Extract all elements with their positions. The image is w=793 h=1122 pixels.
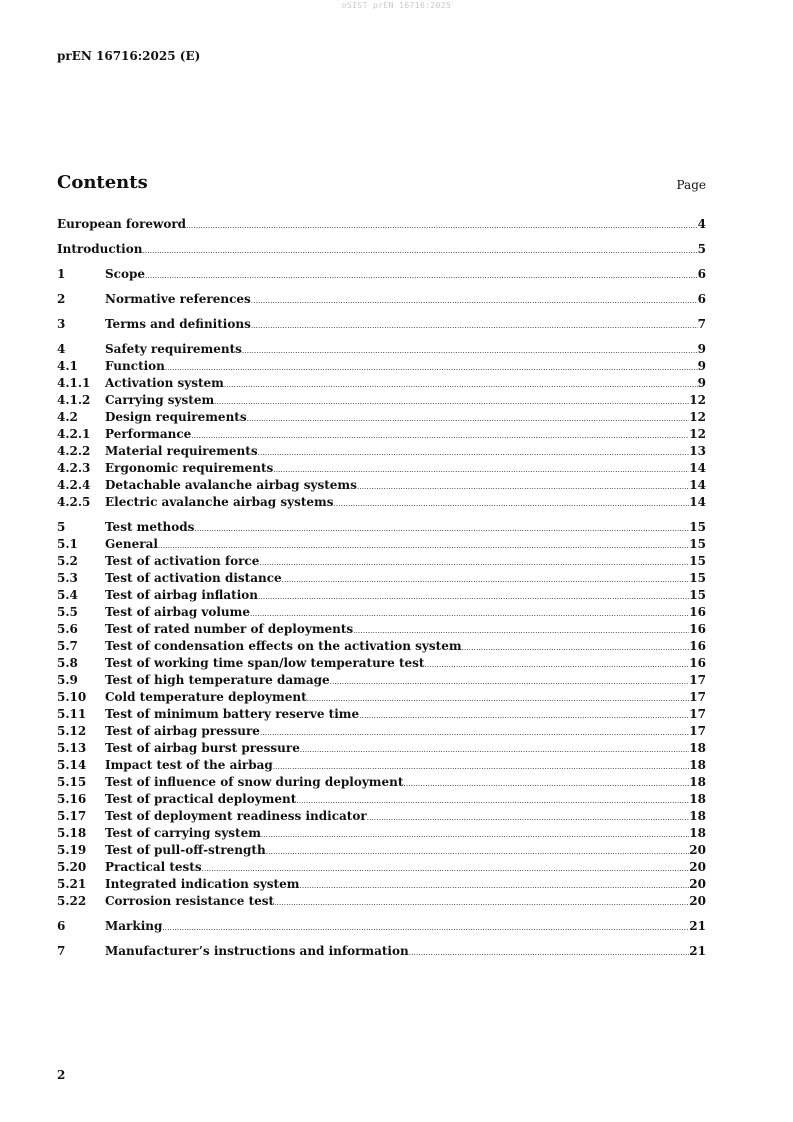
- toc-entry-title: Test methods: [105, 520, 195, 534]
- toc-entry[interactable]: [57, 621, 706, 638]
- toc-entry-title: Test of condensation effects on the activation system: [105, 639, 462, 653]
- toc-entry-page: 12: [689, 427, 706, 441]
- toc-dot-leader: [251, 293, 698, 310]
- toc-entry-number: 5.12: [57, 724, 87, 738]
- toc-entry-number: 5.3: [57, 571, 78, 585]
- toc-entry-title: Test of working time span/low temperature test: [105, 656, 425, 670]
- toc-entry-page: 14: [689, 461, 706, 475]
- toc-entry-number: 5.8: [57, 656, 78, 670]
- toc-entry-title: Function: [105, 359, 165, 373]
- toc-entry-title: Test of minimum battery reserve time: [105, 707, 360, 721]
- toc-entry-page: 20: [689, 877, 706, 891]
- toc-entry-page: 18: [689, 741, 706, 755]
- toc-entry-title: Integrated indication system: [105, 877, 300, 891]
- toc-dot-leader: [260, 725, 689, 742]
- toc-entry-page: 14: [689, 478, 706, 492]
- toc-dot-leader: [359, 708, 689, 725]
- toc-entry-number: 4.2.4: [57, 478, 91, 492]
- toc-entry[interactable]: [57, 842, 706, 859]
- toc-entry[interactable]: [57, 918, 706, 935]
- toc-entry[interactable]: [57, 494, 706, 511]
- toc-dot-leader: [367, 810, 690, 827]
- toc-entry[interactable]: [57, 655, 706, 672]
- toc-entry-page: 16: [689, 605, 706, 619]
- toc-entry-title: Test of airbag burst pressure: [105, 741, 300, 755]
- toc-entry-title: Test of airbag volume: [105, 605, 250, 619]
- toc-entry-number: 5.1: [57, 537, 78, 551]
- toc-entry-page: 17: [689, 690, 706, 704]
- toc-entry-page: 15: [689, 554, 706, 568]
- toc-entry-title: Detachable avalanche airbag systems: [105, 478, 357, 492]
- toc-entry-number: 5.7: [57, 639, 78, 653]
- toc-entry-page: 4: [697, 217, 706, 231]
- toc-entry[interactable]: [57, 460, 706, 477]
- toc-entry-number: 4.1.1: [57, 376, 91, 390]
- toc-entry-number: 4.2.5: [57, 495, 91, 509]
- toc-entry[interactable]: [57, 943, 706, 960]
- toc-entry-title: Test of influence of snow during deployment: [105, 775, 404, 789]
- toc-entry-page: 5: [697, 242, 706, 256]
- toc-entry[interactable]: [57, 604, 706, 621]
- toc-entry[interactable]: [57, 808, 706, 825]
- toc-entry-number: 5.5: [57, 605, 78, 619]
- toc-entry-page: 17: [689, 707, 706, 721]
- toc-entry-number: 5.14: [57, 758, 87, 772]
- toc-dot-leader: [330, 674, 690, 691]
- toc-entry-title: General: [105, 537, 158, 551]
- toc-entry-page: 16: [689, 622, 706, 636]
- toc-entry-number: 5.9: [57, 673, 78, 687]
- toc-entry-number: 5.13: [57, 741, 87, 755]
- toc-entry-title: Introduction: [57, 242, 143, 256]
- toc-entry-title: Terms and definitions: [105, 317, 251, 331]
- toc-dot-leader: [259, 555, 689, 572]
- toc-entry[interactable]: [57, 426, 706, 443]
- toc-entry-number: 4.2.1: [57, 427, 91, 441]
- toc-entry-title: Carrying system: [105, 393, 215, 407]
- toc-dot-leader: [251, 318, 698, 335]
- toc-entry-title: Test of activation distance: [105, 571, 282, 585]
- toc-entry[interactable]: [57, 570, 706, 587]
- toc-entry-title: Scope: [105, 267, 146, 281]
- toc-entry-title: Cold temperature deployment: [105, 690, 307, 704]
- toc-entry-page: 6: [697, 292, 706, 306]
- footer-page-number: 2: [57, 1068, 66, 1082]
- toc-dot-leader: [282, 572, 690, 589]
- toc-entry-title: Corrosion resistance test: [105, 894, 275, 908]
- toc-dot-leader: [258, 445, 690, 462]
- toc-entry-number: 4: [57, 342, 66, 356]
- toc-entry-number: 7: [57, 944, 66, 958]
- toc-dot-leader: [145, 268, 698, 285]
- toc-entry-number: 5.2: [57, 554, 78, 568]
- toc-entry-number: 5.4: [57, 588, 78, 602]
- toc-entry-page: 18: [689, 792, 706, 806]
- page-column-label: Page: [676, 178, 706, 192]
- toc-dot-leader: [224, 377, 698, 394]
- toc-entry-title: Electric avalanche airbag systems: [105, 495, 334, 509]
- toc-dot-leader: [261, 827, 689, 844]
- toc-entry-title: Test of deployment readiness indicator: [105, 809, 367, 823]
- toc-entry-page: 21: [689, 944, 706, 958]
- toc-entry-page: 18: [689, 775, 706, 789]
- toc-entry-number: 4.2.3: [57, 461, 91, 475]
- toc-entry[interactable]: [57, 341, 706, 358]
- toc-entry-number: 4.2: [57, 410, 78, 424]
- toc-entry-title: Marking: [105, 919, 163, 933]
- toc-entry-number: 4.2.2: [57, 444, 91, 458]
- toc-entry-title: Design requirements: [105, 410, 247, 424]
- toc-entry[interactable]: [57, 443, 706, 460]
- contents-title: Contents: [57, 172, 148, 193]
- toc-entry[interactable]: [57, 876, 706, 893]
- toc-entry-page: 15: [689, 520, 706, 534]
- toc-entry-page: 9: [697, 359, 706, 373]
- toc-entry-page: 18: [689, 826, 706, 840]
- toc-dot-leader: [191, 428, 689, 445]
- toc-entry-page: 18: [689, 809, 706, 823]
- toc-entry[interactable]: [57, 791, 706, 808]
- toc-entry-number: 4.1: [57, 359, 78, 373]
- toc-entry-title: Test of activation force: [105, 554, 260, 568]
- toc-entry[interactable]: [57, 825, 706, 842]
- toc-entry[interactable]: [57, 587, 706, 604]
- toc-entry-number: 5.18: [57, 826, 87, 840]
- toc-entry[interactable]: [57, 477, 706, 494]
- toc-dot-leader: [357, 479, 689, 496]
- toc-entry[interactable]: [57, 638, 706, 655]
- toc-entry-title: Ergonomic requirements: [105, 461, 274, 475]
- toc-entry-page: 16: [689, 639, 706, 653]
- toc-dot-leader: [258, 589, 689, 606]
- toc-dot-leader: [142, 243, 697, 260]
- toc-entry-title: Impact test of the airbag: [105, 758, 273, 772]
- toc-entry-page: 17: [689, 724, 706, 738]
- toc-entry-number: 5.16: [57, 792, 87, 806]
- toc-dot-leader: [194, 521, 689, 538]
- toc-entry-page: 16: [689, 656, 706, 670]
- toc-entry[interactable]: [57, 316, 706, 333]
- table-of-contents: [57, 216, 706, 960]
- toc-dot-leader: [165, 360, 698, 377]
- watermark: oSIST prEN 16716:2025: [341, 1, 452, 10]
- toc-entry-number: 5.20: [57, 860, 87, 874]
- toc-dot-leader: [307, 691, 690, 708]
- toc-entry-page: 20: [689, 860, 706, 874]
- toc-entry-page: 12: [689, 410, 706, 424]
- toc-entry-number: 5.10: [57, 690, 87, 704]
- toc-entry-number: 5.21: [57, 877, 87, 891]
- toc-entry-title: European foreword: [57, 217, 187, 231]
- toc-entry[interactable]: [57, 358, 706, 375]
- toc-entry-title: Practical tests: [105, 860, 202, 874]
- toc-entry-page: 17: [689, 673, 706, 687]
- toc-entry[interactable]: [57, 536, 706, 553]
- toc-entry[interactable]: [57, 409, 706, 426]
- document-id: prEN 16716:2025 (E): [57, 49, 201, 63]
- toc-entry-page: 13: [689, 444, 706, 458]
- toc-entry[interactable]: [57, 241, 706, 258]
- toc-entry-number: 5.15: [57, 775, 87, 789]
- toc-dot-leader: [403, 776, 689, 793]
- toc-entry[interactable]: [57, 519, 706, 536]
- toc-entry-number: 5.22: [57, 894, 87, 908]
- toc-entry[interactable]: [57, 266, 706, 283]
- toc-entry-title: Material requirements: [105, 444, 258, 458]
- toc-dot-leader: [274, 895, 689, 912]
- toc-entry-number: 5.19: [57, 843, 87, 857]
- toc-entry-title: Performance: [105, 427, 192, 441]
- toc-entry-title: Test of airbag pressure: [105, 724, 260, 738]
- toc-dot-leader: [266, 844, 690, 861]
- toc-entry-title: Normative references: [105, 292, 251, 306]
- toc-entry[interactable]: [57, 672, 706, 689]
- toc-entry-page: 6: [697, 267, 706, 281]
- toc-entry-number: 4.1.2: [57, 393, 91, 407]
- toc-entry-page: 20: [689, 894, 706, 908]
- toc-entry-title: Test of pull-off-strength: [105, 843, 266, 857]
- toc-entry-number: 2: [57, 292, 66, 306]
- toc-dot-leader: [186, 218, 698, 235]
- toc-entry[interactable]: [57, 723, 706, 740]
- toc-entry-number: 3: [57, 317, 66, 331]
- toc-dot-leader: [300, 742, 689, 759]
- toc-dot-leader: [409, 945, 690, 962]
- toc-entry-title: Safety requirements: [105, 342, 242, 356]
- toc-entry[interactable]: [57, 553, 706, 570]
- toc-entry[interactable]: [57, 706, 706, 723]
- toc-entry[interactable]: [57, 757, 706, 774]
- toc-entry[interactable]: [57, 740, 706, 757]
- toc-entry-number: 5: [57, 520, 66, 534]
- toc-entry-page: 15: [689, 571, 706, 585]
- toc-entry-title: Test of practical deployment: [105, 792, 297, 806]
- toc-dot-leader: [424, 657, 689, 674]
- toc-entry-page: 9: [697, 376, 706, 390]
- toc-dot-leader: [334, 496, 690, 513]
- toc-entry-number: 5.11: [57, 707, 87, 721]
- toc-entry[interactable]: [57, 291, 706, 308]
- toc-entry-page: 7: [697, 317, 706, 331]
- toc-entry[interactable]: [57, 689, 706, 706]
- toc-entry[interactable]: [57, 216, 706, 233]
- toc-entry-page: 12: [689, 393, 706, 407]
- toc-entry-page: 9: [697, 342, 706, 356]
- toc-entry[interactable]: [57, 893, 706, 910]
- toc-entry-title: Test of rated number of deployments: [105, 622, 354, 636]
- toc-entry[interactable]: [57, 859, 706, 876]
- toc-entry-page: 14: [689, 495, 706, 509]
- toc-entry-title: Activation system: [105, 376, 224, 390]
- toc-dot-leader: [462, 640, 690, 657]
- toc-entry-page: 20: [689, 843, 706, 857]
- toc-entry[interactable]: [57, 774, 706, 791]
- toc-entry-number: 6: [57, 919, 66, 933]
- toc-dot-leader: [299, 878, 689, 895]
- toc-dot-leader: [162, 920, 689, 937]
- toc-entry-number: 1: [57, 267, 66, 281]
- toc-entry-page: 15: [689, 588, 706, 602]
- toc-entry-title: Test of carrying system: [105, 826, 261, 840]
- toc-dot-leader: [242, 343, 698, 360]
- toc-entry[interactable]: [57, 392, 706, 409]
- toc-entry-title: Manufacturer’s instructions and information: [105, 944, 409, 958]
- toc-entry[interactable]: [57, 375, 706, 392]
- toc-entry-number: 5.6: [57, 622, 78, 636]
- toc-dot-leader: [247, 411, 690, 428]
- toc-entry-page: 15: [689, 537, 706, 551]
- toc-dot-leader: [214, 394, 689, 411]
- toc-entry-page: 21: [689, 919, 706, 933]
- toc-entry-title: Test of airbag inflation: [105, 588, 259, 602]
- toc-entry-page: 18: [689, 758, 706, 772]
- toc-entry-title: Test of high temperature damage: [105, 673, 330, 687]
- toc-entry-number: 5.17: [57, 809, 87, 823]
